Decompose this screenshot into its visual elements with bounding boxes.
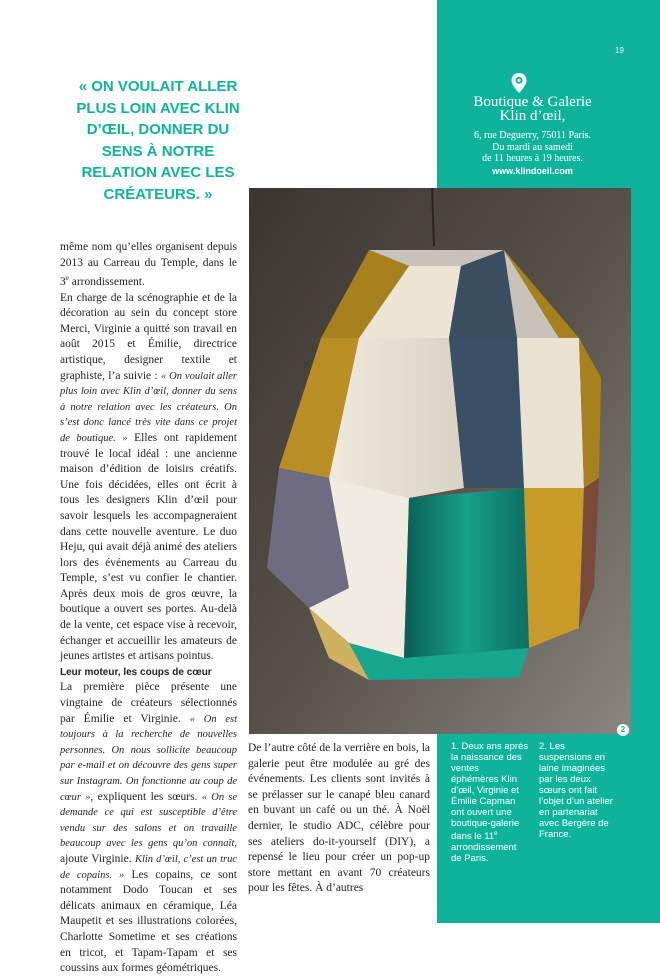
location-pin-icon: [510, 72, 528, 94]
article-right-column: [248, 741, 430, 897]
p2-text-end: Elles ont rapidement trouvé le local idéal : une ancienne maison d’édition de loisirs créatifs. Une fois décidées, elles ont écrit à tous les designers Klin d’œil pour savoir lesquels les accompagneraient dans cette nouvelle aventure. Le duo Heju, qui avait déjà animé des ateliers lors des événements au Carreau du Temple, s’est vu confier le chantier. Après deux mois de gros œuvre, la boutique a ouvert ses portes. Au-delà de la vente, cet espace vise à recevoir, échanger et accueillir les amateurs de jeunes artistes et artisans pointus.: [60, 431, 237, 663]
caption-1: [451, 741, 529, 864]
p3-quote-3: Klin d’œil, c’est un truc de copains. »: [60, 853, 237, 881]
left-paragraph-1: [60, 240, 237, 291]
pull-quote: « ON VOULAIT ALLER PLUS LOIN AVEC KLIN D’ŒIL, DONNER DU SENS À NOTRE RELATION AVEC LES CRÉATEURS. »: [76, 78, 240, 203]
p3-text-end: Les copains, ce sont notamment Dodo Toucan et ses délicats animaux en céramique, Léa Maupetit et ses illustrations colorées, Charlotte Sometime et ses créations en tricot, et Tapam-Tapam et ses coussins aux formes géométriques.: [60, 868, 237, 975]
p3-text-3: ajoute Virginie.: [60, 852, 135, 865]
caption-1-text: 1. Deux ans après la naissance des ventes éphémères Klin d’œil, Virginie et Émilie Capman ont ouvert une boutique-galerie dans le 11: [451, 741, 529, 843]
shop-website-link[interactable]: www.klindoeil.com: [492, 165, 573, 176]
p1-superscript: e: [65, 274, 69, 283]
shop-hours-line1: Du mardi au samedi: [492, 141, 573, 153]
p1-text-end: arrondissement.: [68, 276, 145, 289]
p3-quote-1: « On est toujours à la recherche de nouvelles personnes. On nous sollicite beaucoup par e-mail et on découvre des gens super sur Instagram. On fonctionne au coup de cœur »: [60, 713, 237, 803]
left-paragraph-2: [60, 291, 237, 665]
article-left-column: [60, 240, 237, 977]
p3-quote-2: « On se demande ce qui est susceptible d’être vendu sur des salons et on travaille beaucoup avec les gens qu’on connaît,: [60, 791, 238, 850]
p3-text: La première pièce présente une vingtaine de créateurs sélectionnés par Émilie et Virginie.: [60, 681, 237, 725]
p2-quote: « On voulait aller plus loin avec Klin d’œil, donner du sens à notre relation avec les créateurs. On s’est donc lancé très vite dans ce projet de boutique. »: [60, 370, 238, 444]
p1-text: même nom qu’elles organisent depuis 2013 au Carreau du Temple, dans le 3: [60, 241, 237, 289]
caption-2: 2. Les suspensions en laine imaginées par les deux sœurs ont fait l’objet d’un atelier en partenariat avec Bergère de France.: [539, 741, 613, 840]
shop-title-line1: Boutique & Galerie: [473, 94, 592, 110]
right-paragraph: De l’autre côté de la verrière en bois, la galerie peut être modulée au gré des événements. Les clients sont invités à se prélasser sur le canapé bleu canard en buvant un café ou un thé. À Noël dernier, le studio ADC, célèbre pour ses ateliers do-it-yourself (DIY), a repensé le lieu pour créer un pop-up store mettant en avant 70 créateurs pour les fêtes. À d’autres: [248, 742, 430, 895]
shop-info-box: [440, 95, 625, 176]
caption-1-superscript: e: [494, 831, 498, 837]
page-number: 19: [615, 46, 624, 55]
subheading: Leur moteur, les coups de cœur: [60, 666, 212, 678]
left-paragraph-3: [60, 680, 237, 976]
shop-hours-line2: de 11 heures à 19 heures.: [482, 153, 583, 164]
yarn-lamp-photo: [249, 188, 631, 734]
photo-number-badge: 2: [617, 724, 629, 736]
p2-text: En charge de la scénographie et de la décoration au sein du concept store Merci, Virginie a quitté son travail en août 2015 et Émilie, directrice artistique, designer textile et graphiste, l’a suivie :: [60, 291, 237, 382]
shop-title-line2: Klin d’œil,: [499, 108, 566, 124]
shop-address: 6, rue Deguerry, 75011 Paris.: [473, 130, 591, 141]
p3-text-2: , expliquent les sœurs.: [90, 790, 202, 803]
caption-1-text-end: arrondissement de Paris.: [451, 842, 517, 865]
